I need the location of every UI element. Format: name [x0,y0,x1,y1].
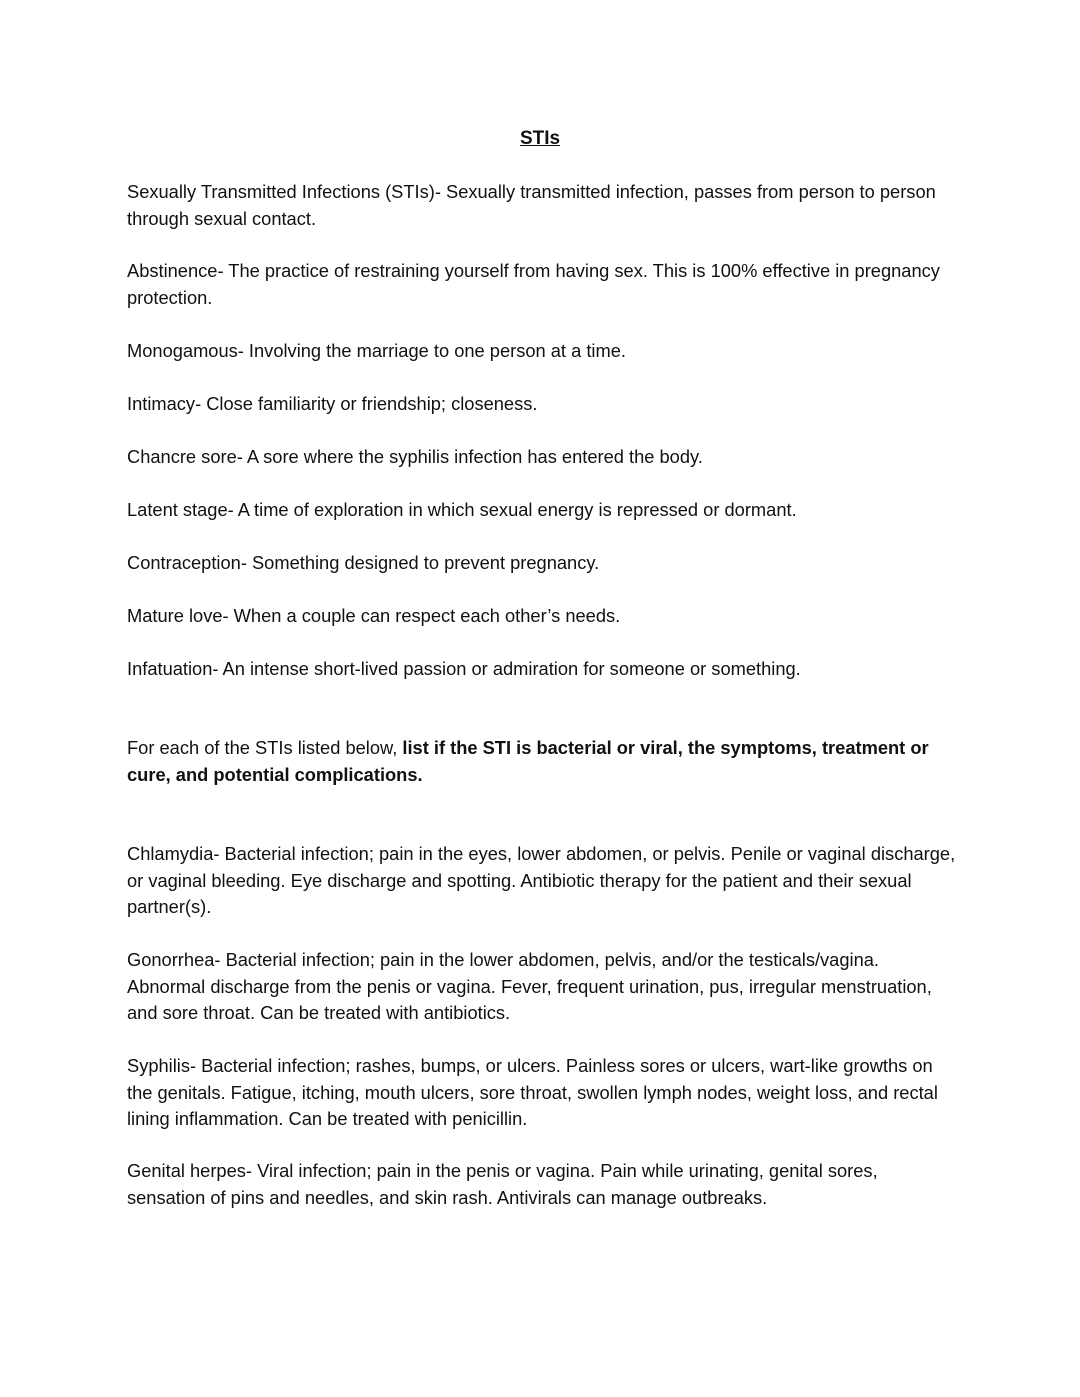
sti-chlamydia [127,841,957,921]
definition-text: Infatuation- An intense short-lived passion or admiration for someone or something. [127,658,801,679]
instructions-bold: list if the STI is bacterial or viral, the symptoms, treatment or cure, and potential complications. [127,737,929,785]
page-title: STIs [519,128,561,149]
definition-sti [127,179,957,232]
definition-text: Intimacy- Close familiarity or friendship; closeness. [127,393,538,414]
definition-text: Abstinence- The practice of restraining yourself from having sex. This is 100% effective in pregnancy protection. [127,260,940,308]
definition-latent-stage [127,497,957,524]
definition-text: Contraception- Something designed to prevent pregnancy. [127,552,600,573]
definition-text: Mature love- When a couple can respect each other’s needs. [127,605,621,626]
instructions-paragraph [127,735,957,788]
definition-contraception [127,550,957,577]
definition-mature-love [127,603,957,630]
definition-text: Latent stage- A time of exploration in which sexual energy is repressed or dormant. [127,499,797,520]
definition-text: Chancre sore- A sore where the syphilis infection has entered the body. [127,446,703,467]
sti-text: Genital herpes- Viral infection; pain in the penis or vagina. Pain while urinating, genital sores, sensation of pins and needles, and skin rash. Antivirals can manage outbreaks. [127,1160,878,1208]
instructions-text [127,735,957,788]
definition-text: Sexually Transmitted Infections (STIs)- Sexually transmitted infection, passes from person to person through sexual contact. [127,181,936,229]
definition-monogamous [127,338,957,365]
sti-syphilis [127,1053,957,1133]
definition-chancre-sore [127,444,957,471]
definition-abstinence [127,258,957,311]
sti-genital-herpes [127,1158,957,1211]
definition-text: Monogamous- Involving the marriage to one person at a time. [127,340,626,361]
sti-gonorrhea [127,947,957,1027]
sti-text: Gonorrhea- Bacterial infection; pain in the lower abdomen, pelvis, and/or the testicals/vagina. Abnormal discharge from the penis or vagina. Fever, frequent urination, pus, irregular menstruation, and sore throat. Can be treated with antibiotics. [127,949,932,1023]
definition-infatuation [127,656,957,683]
definition-intimacy [127,391,957,418]
instructions-lead: For each of the STIs listed below, [127,737,403,758]
sti-text: Syphilis- Bacterial infection; rashes, bumps, or ulcers. Painless sores or ulcers, wart-like growths on the genitals. Fatigue, itching, mouth ulcers, sore throat, swollen lymph nodes, weight loss, and rectal lining inflammation. Can be treated with penicillin. [127,1055,938,1129]
sti-text: Chlamydia- Bacterial infection; pain in the eyes, lower abdomen, or pelvis. Penile or vaginal discharge, or vaginal bleeding. Eye discharge and spotting. Antibiotic therapy for the patient and their sexual partner(s). [127,843,956,917]
